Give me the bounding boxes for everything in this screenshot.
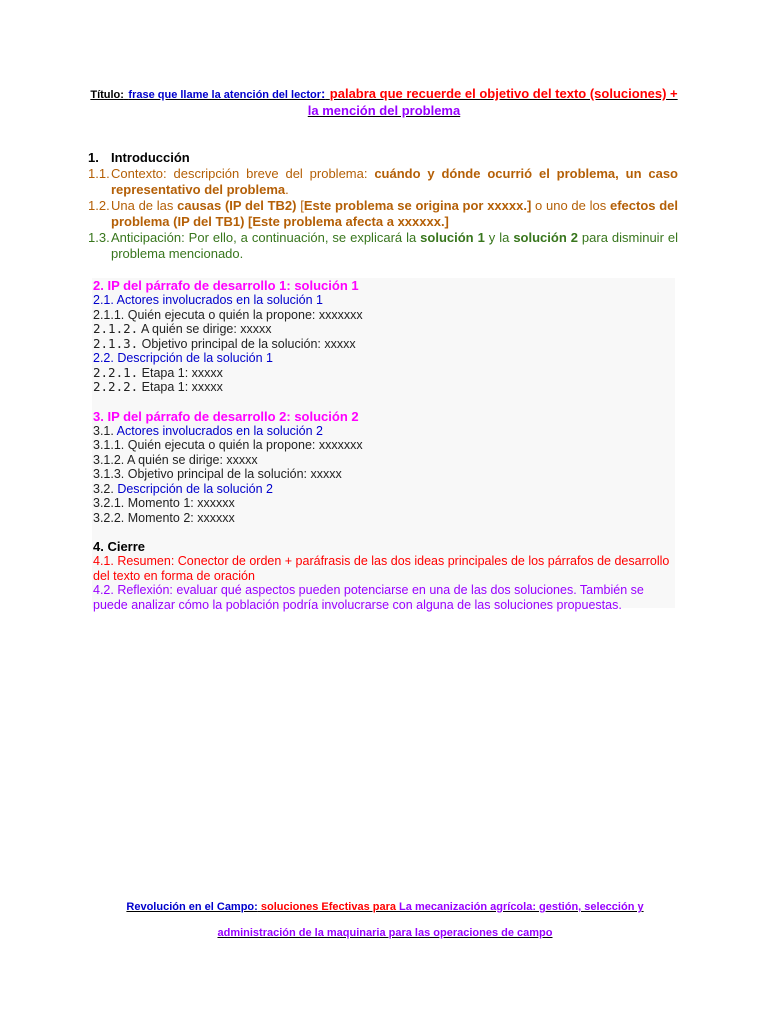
spacer xyxy=(93,395,675,409)
section4-1: 4.1. Resumen: Conector de orden + paráfrasis de las dos ideas principales de los párrafos de desarrollo del texto en forma de oración xyxy=(93,554,670,583)
example-title-part3: La mecanización agrícola: gestión, selección y administración de la maquinaria para las operaciones de campo xyxy=(217,901,644,939)
intro-causes: 1.2. Una de las causas (IP del TB2) [Este problema se origina por xxxxx.] o uno de los efectos del problema (IP del TB1) [Este problema afecta a xxxxxx.] xyxy=(88,198,679,229)
example-title-part2: soluciones Efectivas para xyxy=(257,901,396,913)
outline-box xyxy=(92,278,675,612)
intro-anticipation: 1.3. Anticipación: Por ello, a continuación, se explicará la solución 1 y la solución 2 para disminuir el problema mencionado. xyxy=(88,230,678,261)
section2-2: 2.2. Descripción de la solución 1 xyxy=(93,351,273,365)
title-colon: : xyxy=(320,86,326,101)
intro-heading: 1. Introducción xyxy=(88,150,190,165)
section2-1-2: 2.1.2. A quién se dirige: xxxxx xyxy=(93,321,272,336)
section3-1: 3.1. Actores involucrados en la solución 2 xyxy=(93,423,324,438)
section2-1: 2.1. Actores involucrados en la solución 1 xyxy=(93,293,323,307)
example-title-part1: Revolución en el Campo: xyxy=(126,901,258,913)
section3-1-3: 3.1.3. Objetivo principal de la solución: xxxxx xyxy=(93,467,342,481)
section2-2-1: 2.2.1. Etapa 1: xxxxx xyxy=(93,364,223,380)
section2-2-2: 2.2.2. Etapa 1: xxxxx xyxy=(93,379,223,394)
example-title xyxy=(100,894,670,946)
intro-context: 1.1. Contexto: descripción breve del problema: cuándo y dónde ocurrió el problema, un caso representativo del problema. xyxy=(88,166,678,197)
spacer xyxy=(93,525,675,539)
title-problem: la mención del problema xyxy=(307,103,461,118)
title-hook: frase que llame la atención del lector xyxy=(128,89,321,101)
section2-1-1: 2.1.1. Quién ejecuta o quién la propone: xxxxxxx xyxy=(93,307,363,322)
introduction-section xyxy=(88,150,678,262)
section4-2: 4.2. Reflexión: evaluar qué aspectos pueden potenciarse en una de las dos soluciones. También se puede analizar cómo la población podría involucrarse con alguna de las soluciones propuestas. xyxy=(93,583,644,612)
title-keyword: palabra que recuerde el objetivo del texto (soluciones) xyxy=(329,86,667,101)
page-title xyxy=(90,86,678,118)
section3-heading: 3. IP del párrafo de desarrollo 2: solución 2 xyxy=(93,408,359,424)
title-label: Título: xyxy=(90,89,124,101)
section3-1-2: 3.1.2. A quién se dirige: xxxxx xyxy=(93,452,258,467)
section3-2-2: 3.2.2. Momento 2: xxxxxx xyxy=(93,510,235,525)
section3-2: 3.2. Descripción de la solución 2 xyxy=(93,481,273,496)
section3-1-1: 3.1.1. Quién ejecuta o quién la propone: xxxxxxx xyxy=(93,438,363,452)
title-plus: + xyxy=(666,86,678,101)
section4-heading: 4. Cierre xyxy=(93,539,146,554)
section3-2-1: 3.2.1. Momento 1: xxxxxx xyxy=(93,496,235,510)
section2-1-3: 2.1.3. Objetivo principal de la solución: xxxxx xyxy=(93,335,356,351)
section2-heading: 2. IP del párrafo de desarrollo 1: solución 1 xyxy=(93,278,359,293)
